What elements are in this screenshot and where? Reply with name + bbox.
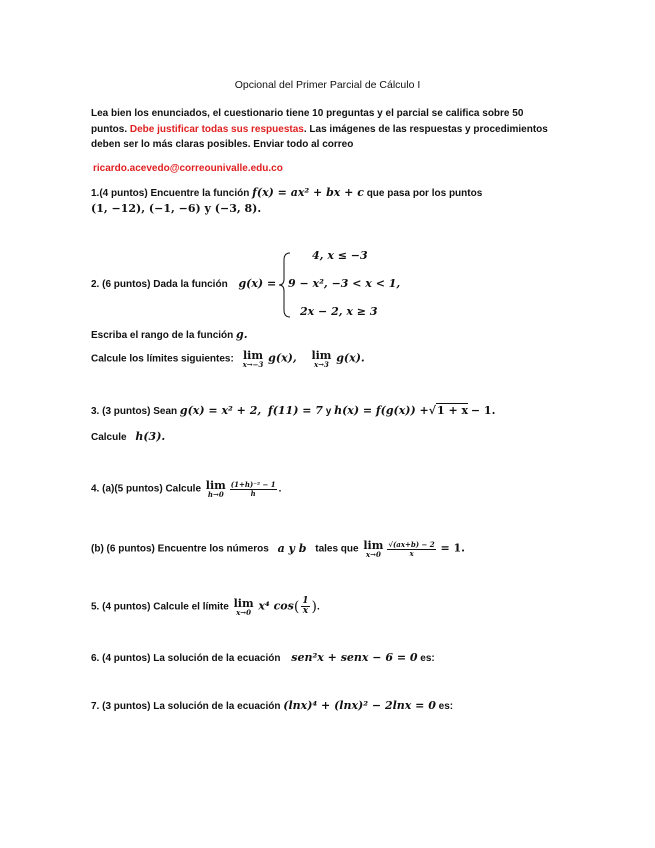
lim-subscript: x→−3 — [242, 360, 264, 369]
q3-calc-expr: h(3). — [135, 430, 166, 443]
question-2 — [91, 277, 276, 290]
q5-numerator: 1 — [302, 596, 309, 606]
lim-word: lim — [233, 596, 254, 610]
q2-range — [91, 328, 248, 341]
q4a-limit — [206, 480, 226, 498]
q2-range-var: g. — [236, 328, 248, 341]
q6-tail: es: — [420, 653, 435, 664]
intro-line-2 — [91, 124, 548, 135]
q4b-tales: tales que — [315, 543, 359, 555]
q3-calc-label: Calcule — [91, 432, 127, 443]
q3-h-def: h(x) = f(g(x)) + — [334, 404, 429, 417]
q2-range-text: Escriba el rango de la función — [91, 330, 234, 341]
q3-h-tail: − 1. — [470, 404, 496, 417]
lim-subscript: h→0 — [207, 490, 224, 499]
q1-function: f(x) = ax² + bx + c — [252, 186, 364, 199]
question-3: 3. (3 puntos) Sean g(x) = x² + 2, f(11) = 7 y h(x) = f(g(x)) +√1 + x − 1. — [91, 404, 496, 417]
q7-expr: (lnx)⁴ + (lnx)² − 2lnx = 0 — [283, 699, 436, 712]
lim-word: lim — [205, 479, 226, 492]
q4a-fraction — [230, 481, 277, 497]
lim-subscript: x→0 — [365, 550, 381, 559]
intro-line-1: Lea bien los enunciados, el cuestionario tiene 10 preguntas y el parcial se califica sobre 50 — [91, 108, 524, 119]
q2-limit-2 — [311, 350, 331, 368]
question-4b — [91, 540, 465, 558]
q5-limit — [234, 598, 254, 616]
q6-label: 6. (4 puntos) La solución de la ecuación — [91, 653, 281, 664]
q5-fraction — [301, 597, 309, 617]
q1-label: 1.(4 puntos) Encuentre la función — [91, 188, 250, 199]
q4a-numerator: (1+h)⁻² − 1 — [230, 480, 276, 490]
q2-limit-2-fn: g(x). — [336, 351, 365, 365]
question-4a — [91, 480, 281, 498]
q4b-rhs: = 1. — [440, 541, 465, 555]
question-5: 5. (4 puntos) Calcule el límite lim x→0 x⁴ cos( $\frac{1}{x}$ ). — [91, 596, 320, 617]
intro-line-2-end: . Las imágenes de las respuestas y procedimientos — [303, 124, 548, 135]
q4b-fraction — [387, 541, 435, 557]
q4a-label: 4. (a)(5 puntos) Calcule — [91, 483, 202, 495]
page-title: Opcional del Primer Parcial de Cálculo I — [234, 79, 421, 91]
lim-word: lim — [311, 349, 332, 362]
lim-subscript: x→3 — [313, 360, 329, 369]
q4b-limit — [363, 540, 383, 558]
q4b-numerator: √(ax+b) − 2 — [388, 540, 435, 550]
question-6 — [91, 651, 435, 664]
q5-tail: . — [317, 601, 320, 613]
q2-case-1: 4, x ≤ −3 — [312, 249, 368, 262]
q3-label: 3. (3 puntos) Sean — [91, 406, 178, 417]
contact-email[interactable]: ricardo.acevedo@correounivalle.edu.co — [93, 163, 283, 174]
q2-lhs: g(x) = — [238, 277, 277, 290]
q6-expr: sen²x + senx − 6 = 0 — [291, 651, 418, 664]
q4a-tail: . — [278, 483, 282, 495]
q1-after: que pasa por los puntos — [366, 188, 483, 199]
intro-line-2-start: puntos. — [91, 124, 128, 135]
q4b-denominator: x — [409, 548, 414, 558]
q3-f-def: f(11) = 7 — [267, 404, 323, 417]
justify-warning: Debe justificar todas sus respuestas — [129, 124, 304, 135]
q2-label: 2. (6 puntos) Dada la función — [91, 279, 228, 290]
q2-case-3: 2x − 2, x ≥ 3 — [300, 305, 378, 318]
q1-points: (1, −12), (−1, −6) y (−3, 8). — [91, 202, 262, 215]
q7-tail: es: — [438, 701, 454, 712]
lim-subscript: x→0 — [236, 607, 252, 617]
question-1 — [91, 186, 482, 199]
q3-g-def: g(x) = x² + 2, — [179, 404, 262, 417]
q4a-denominator: h — [250, 488, 256, 498]
q3-calc — [91, 430, 165, 443]
q2-limit-1-fn: g(x), — [268, 351, 297, 365]
q3-and: y — [325, 406, 332, 417]
q5-label: 5. (4 puntos) Calcule el límite — [91, 601, 229, 613]
q4b-vars: a y b — [277, 541, 307, 555]
q4b-label: (b) (6 puntos) Encuentre los números — [91, 543, 269, 555]
q2-limit-1 — [243, 350, 264, 368]
q5-expr: x⁴ cos — [258, 599, 294, 613]
intro-line-3: deben ser lo más claras posibles. Enviar todo al correo — [91, 139, 354, 150]
q2-case-2: 9 − x², −3 < x < 1, — [288, 277, 401, 290]
q5-denominator: x — [302, 606, 309, 617]
q2-limits-text: Calcule los límites siguientes: — [91, 353, 234, 365]
q7-label: 7. (3 puntos) La solución de la ecuación — [91, 701, 281, 712]
lim-word: lim — [243, 349, 263, 362]
q2-limits — [91, 350, 365, 368]
lim-word: lim — [363, 539, 384, 552]
question-7 — [91, 699, 453, 712]
q3-sqrt-arg: 1 + x — [437, 404, 469, 417]
